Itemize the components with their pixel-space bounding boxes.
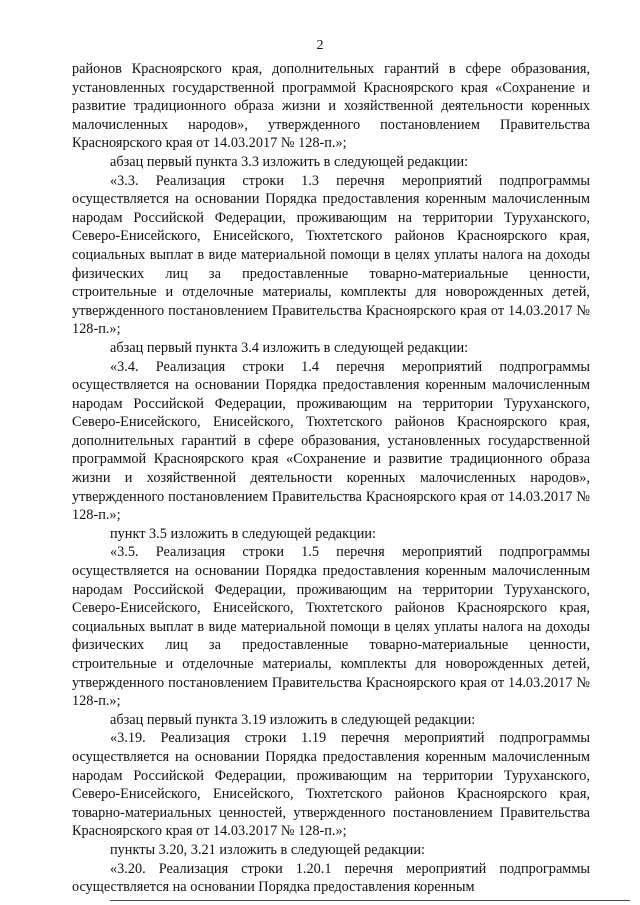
document-body <box>72 60 590 897</box>
page-number: 2 <box>316 38 324 53</box>
paragraph-instruction-3-5: пункт 3.5 изложить в следующей редакции: <box>110 525 377 542</box>
paragraph-clause-3-19: «3.19. Реализация строки 1.19 перечня мероприятий подпрограммы осуществляется на основании Порядка предоставления коренным малочисленным народам Российской Федерации, проживающим на территории Туруханского, Северо-Енисейского, Енисейского, Тюхтетского районов Красноярского края, товарно-материальных ценностей, утвержденного постановлением Правительства Красноярского края от 14.03.2017 № 128-п.»; <box>72 730 590 840</box>
paragraph-clause-3-3: «3.3. Реализация строки 1.3 перечня мероприятий подпрограммы осуществляется на основании Порядка предоставления коренным малочисленным народам Российской Федерации, проживающим на территории Туруханского, Северо-Енисейского, Енисейского, Тюхтетского районов Красноярского края, социальных выплат в виде материальной помощи в целях уплаты налога на доходы физических лиц за предоставленные товарно-материальные ценности, строительные и отделочные материалы, комплекты для новорожденных детей, утвержденного постановлением Правительства Красноярского края от 14.03.2017 № 128-п.»; <box>72 172 590 338</box>
paragraph-clause-3-4: «3.4. Реализация строки 1.4 перечня мероприятий подпрограммы осуществляется на основании Порядка предоставления коренным малочисленным народам Российской Федерации, проживающим на территории Туруханского, Северо-Енисейского, Енисейского, Тюхтетского районов Красноярского края, дополнительных гарантий в сфере образования, установленных государственной программой Красноярского края «Сохранение и развитие традиционного образа жизни и хозяйственной деятельности коренных малочисленных народов», утвержденного постановлением Правительства Красноярского края от 14.03.2017 № 128-п.»; <box>72 358 590 524</box>
paragraph-clause-3-5: «3.5. Реализация строки 1.5 перечня мероприятий подпрограммы осуществляется на основании Порядка предоставления коренным малочисленным народам Российской Федерации, проживающим на территории Туруханского, Северо-Енисейского, Енисейского, Тюхтетского районов Красноярского края, социальных выплат в виде материальной помощи в целях уплаты налога на доходы физических лиц за предоставленные товарно-материальные ценности, строительные и отделочные материалы, комплекты для новорожденных детей, утвержденного постановлением Правительства Красноярского края от 14.03.2017 № 128-п.»; <box>72 544 590 710</box>
paragraph-instruction-3-20: пункты 3.20, 3.21 изложить в следующей редакции: <box>110 841 425 858</box>
paragraph-continuation: районов Красноярского края, дополнительных гарантий в сфере образования, установленных государственной программой Красноярского края «Сохранение и развитие традиционного образа жизни и хозяйственной деятельности коренных малочисленных народов», утвержденного постановлением Правительства Красноярского края от 14.03.2017 № 128-п.»; <box>72 61 590 152</box>
paragraph-instruction-3-4: абзац первый пункта 3.4 изложить в следующей редакции: <box>110 339 469 356</box>
paragraph-instruction-3-19: абзац первый пункта 3.19 изложить в следующей редакции: <box>110 711 476 728</box>
footer-rule <box>110 900 630 901</box>
paragraph-clause-3-20: «3.20. Реализация строки 1.20.1 перечня мероприятий подпрограммы осуществляется на основании Порядка предоставления коренным <box>72 860 590 896</box>
paragraph-instruction-3-3: абзац первый пункта 3.3 изложить в следующей редакции: <box>110 153 469 170</box>
